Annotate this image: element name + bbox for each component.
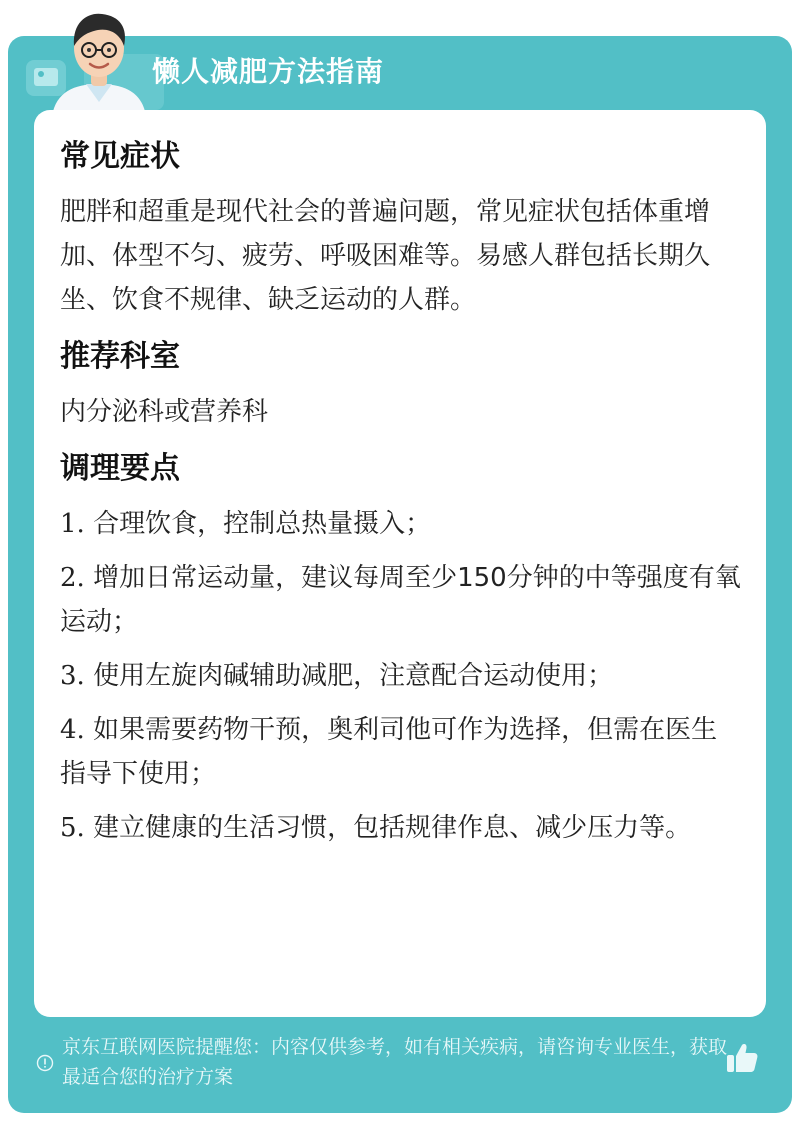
list-item-text: 如果需要药物干预，奥利司他可作为选择，但需在医生指导下使用； bbox=[60, 715, 718, 789]
department-body: 内分泌科或营养科 bbox=[60, 397, 269, 427]
symptoms-body: 肥胖和超重是现代社会的普遍问题，常见症状包括体重增加、体型不匀、疲劳、呼吸困难等。易感人群包括长期久坐、饮食不规律、缺乏运动的人群。 bbox=[60, 197, 711, 315]
list-item-text: 建立健康的生活习惯，包括规律作息、减少压力等。 bbox=[93, 813, 692, 843]
department-title: 推荐科室 bbox=[60, 339, 180, 374]
symptoms-title: 常见症状 bbox=[60, 139, 180, 174]
content-card bbox=[34, 110, 766, 1017]
doctor-avatar bbox=[44, 6, 154, 116]
info-icon bbox=[36, 1054, 54, 1072]
list-item-number: 3. bbox=[60, 661, 85, 691]
list-item bbox=[60, 806, 742, 850]
care-title: 调理要点 bbox=[60, 451, 180, 486]
list-item-text: 增加日常运动量，建议每周至少150分钟的中等强度有氧运动； bbox=[60, 563, 741, 637]
footer-notice bbox=[36, 1032, 736, 1092]
list-item-number: 2. bbox=[60, 563, 85, 593]
list-item-text: 使用左旋肉碱辅助减肥，注意配合运动使用； bbox=[93, 661, 614, 691]
page-title: 懒人减肥方法指南 bbox=[152, 55, 385, 88]
list-item-number: 5. bbox=[60, 813, 85, 843]
list-item bbox=[60, 556, 742, 644]
list-item-number: 1. bbox=[60, 509, 85, 539]
list-item bbox=[60, 654, 742, 698]
list-item bbox=[60, 708, 742, 796]
list-item bbox=[60, 502, 742, 546]
footer-text: 京东互联网医院提醒您：内容仅供参考，如有相关疾病，请咨询专业医生，获取最适合您的治疗方案 bbox=[62, 1036, 728, 1088]
list-item-number: 4. bbox=[60, 715, 85, 745]
thumbs-up-icon[interactable] bbox=[724, 1040, 760, 1076]
list-item-text: 合理饮食，控制总热量摄入； bbox=[93, 509, 432, 539]
